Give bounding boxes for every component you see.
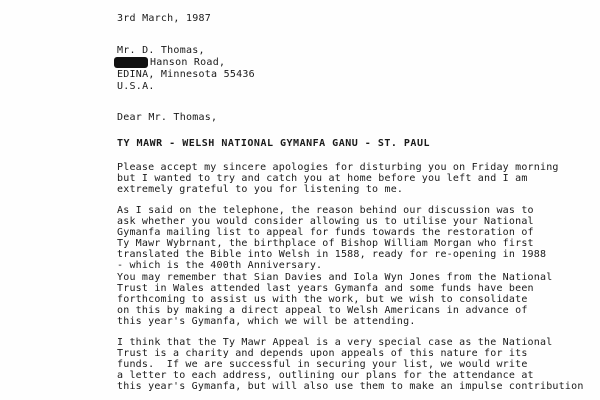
paragraph-line: a letter to each address, outlining our plans for the attendance at [117,370,534,381]
recipient-country: U.S.A. [117,81,155,92]
paragraph-line: Trust is a charity and depends upon appeals of this nature for its [117,348,528,359]
paragraph-3 [117,272,600,327]
paragraph-line: ask whether you would consider allowing us to utilise your National [117,216,534,227]
subject-line: TY MAWR - WELSH NATIONAL GYMANFA GANU - ST. PAUL [117,138,430,149]
paragraph-line: this year's Gymanfa, which we will be attending. [117,316,416,327]
letter-date: 3rd March, 1987 [117,13,212,24]
paragraph-line: I think that the Ty Mawr Appeal is a very special case as the National [117,337,553,348]
paragraph-1 [117,162,600,195]
paragraph-line: - which is the 400th Anniversary. [117,260,323,271]
paragraph-line: translated the Bible into Welsh in 1588, ready for re-opening in 1988 [117,249,547,260]
paragraph-line: funds. If we are successful in securing your list, we would write [117,359,528,370]
paragraph-line: forthcoming to assist us with the work, but we wish to consolidate [117,294,528,305]
paragraph-line: Ty Mawr Wybrnant, the birthplace of Bishop William Morgan who first [117,238,534,249]
paragraph-line: extremely grateful to you for listening to me. [117,184,404,195]
recipient-name: Mr. D. Thomas, [117,45,205,56]
redaction-mark [114,57,148,68]
paragraph-line: this year's Gymanfa, but will also use them to make an impulse contribution [117,381,584,392]
paragraph-2 [117,205,600,271]
paragraph-line: As I said on the telephone, the reason behind our discussion was to [117,205,534,216]
recipient-street: Hanson Road, [150,57,226,68]
paragraph-4 [117,337,600,392]
paragraph-line: Trust in Wales attended last years Gymanfa and some funds have been [117,283,534,294]
paragraph-line: Gymanfa mailing list to appeal for funds towards the restoration of [117,227,534,238]
salutation: Dear Mr. Thomas, [117,112,218,123]
paragraph-line: You may remember that Sian Davies and Iola Wyn Jones from the National [117,272,553,283]
paragraph-line: on this by making a direct appeal to Welsh Americans in advance of [117,305,528,316]
paragraph-line: but I wanted to try and catch you at home before you left and I am [117,173,528,184]
paragraph-line: Please accept my sincere apologies for disturbing you on Friday morning [117,162,559,173]
recipient-city: EDINA, Minnesota 55436 [117,69,255,80]
